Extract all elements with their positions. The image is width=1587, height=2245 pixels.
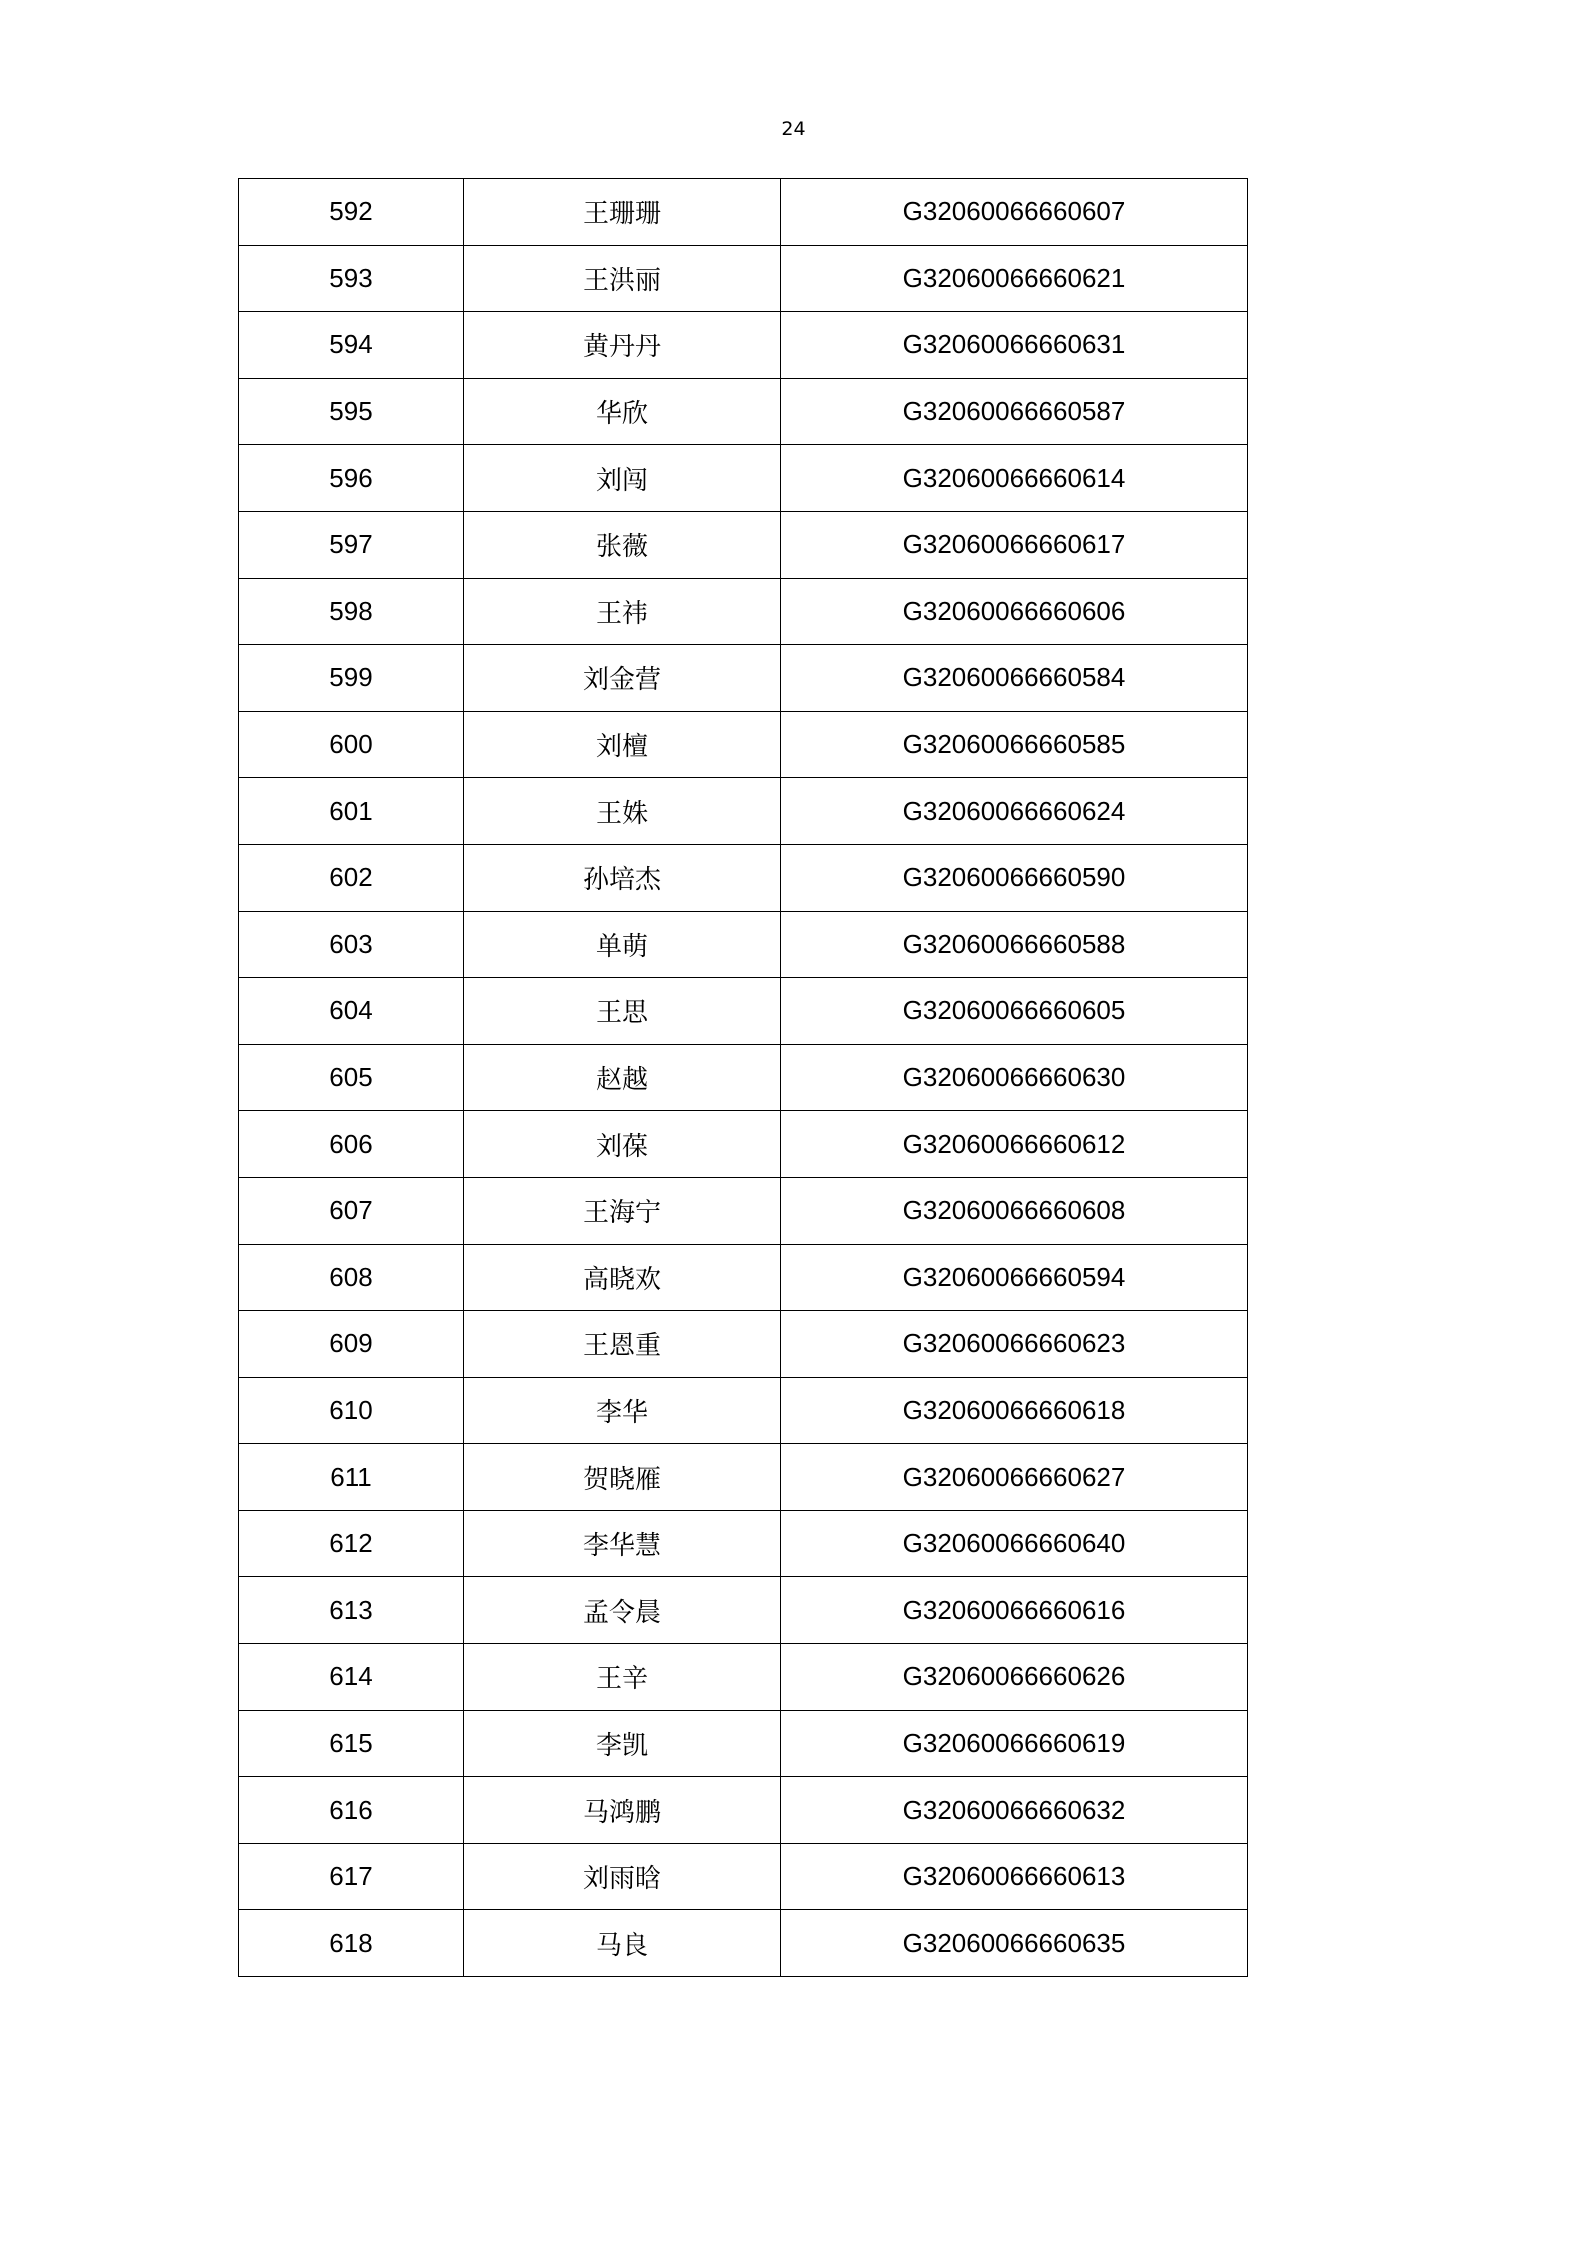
person-name-cell: 王珊珊 <box>464 179 781 246</box>
table-row <box>239 1843 1248 1910</box>
row-index-cell: 603 <box>239 911 464 978</box>
row-index-cell: 614 <box>239 1644 464 1711</box>
person-name-cell: 王洪丽 <box>464 245 781 312</box>
certificate-code-cell: G32060066660635 <box>781 1910 1248 1977</box>
row-index-cell: 604 <box>239 978 464 1045</box>
row-index-cell: 611 <box>239 1444 464 1511</box>
certificate-code-cell: G32060066660621 <box>781 245 1248 312</box>
roster-table-body <box>239 179 1248 1977</box>
certificate-code-cell: G32060066660626 <box>781 1644 1248 1711</box>
row-index-cell: 593 <box>239 245 464 312</box>
table-row <box>239 1377 1248 1444</box>
table-row <box>239 378 1248 445</box>
table-row <box>239 1710 1248 1777</box>
table-row <box>239 1111 1248 1178</box>
table-row <box>239 1244 1248 1311</box>
person-name-cell: 马良 <box>464 1910 781 1977</box>
table-row <box>239 778 1248 845</box>
certificate-code-cell: G32060066660613 <box>781 1843 1248 1910</box>
row-index-cell: 596 <box>239 445 464 512</box>
row-index-cell: 609 <box>239 1311 464 1378</box>
table-row <box>239 1910 1248 1977</box>
certificate-code-cell: G32060066660623 <box>781 1311 1248 1378</box>
row-index-cell: 605 <box>239 1044 464 1111</box>
row-index-cell: 597 <box>239 511 464 578</box>
person-name-cell: 赵越 <box>464 1044 781 1111</box>
certificate-code-cell: G32060066660630 <box>781 1044 1248 1111</box>
table-row <box>239 1510 1248 1577</box>
table-row <box>239 578 1248 645</box>
certificate-code-cell: G32060066660612 <box>781 1111 1248 1178</box>
table-row <box>239 1044 1248 1111</box>
table-row <box>239 179 1248 246</box>
person-name-cell: 刘金营 <box>464 645 781 712</box>
certificate-code-cell: G32060066660585 <box>781 711 1248 778</box>
table-row <box>239 911 1248 978</box>
row-index-cell: 600 <box>239 711 464 778</box>
certificate-code-cell: G32060066660617 <box>781 511 1248 578</box>
row-index-cell: 598 <box>239 578 464 645</box>
table-row <box>239 844 1248 911</box>
certificate-code-cell: G32060066660588 <box>781 911 1248 978</box>
row-index-cell: 615 <box>239 1710 464 1777</box>
table-row <box>239 245 1248 312</box>
table-row <box>239 711 1248 778</box>
row-index-cell: 616 <box>239 1777 464 1844</box>
certificate-code-cell: G32060066660624 <box>781 778 1248 845</box>
person-name-cell: 华欣 <box>464 378 781 445</box>
row-index-cell: 610 <box>239 1377 464 1444</box>
person-name-cell: 王辛 <box>464 1644 781 1711</box>
page-number: 24 <box>781 118 806 140</box>
certificate-code-cell: G32060066660605 <box>781 978 1248 1045</box>
certificate-code-cell: G32060066660632 <box>781 1777 1248 1844</box>
certificate-code-cell: G32060066660618 <box>781 1377 1248 1444</box>
person-name-cell: 王祎 <box>464 578 781 645</box>
row-index-cell: 602 <box>239 844 464 911</box>
row-index-cell: 595 <box>239 378 464 445</box>
person-name-cell: 刘闯 <box>464 445 781 512</box>
person-name-cell: 孙培杰 <box>464 844 781 911</box>
row-index-cell: 607 <box>239 1177 464 1244</box>
certificate-code-cell: G32060066660627 <box>781 1444 1248 1511</box>
person-name-cell: 李凯 <box>464 1710 781 1777</box>
certificate-code-cell: G32060066660590 <box>781 844 1248 911</box>
person-name-cell: 高晓欢 <box>464 1244 781 1311</box>
certificate-code-cell: G32060066660640 <box>781 1510 1248 1577</box>
certificate-code-cell: G32060066660584 <box>781 645 1248 712</box>
row-index-cell: 613 <box>239 1577 464 1644</box>
table-row <box>239 1177 1248 1244</box>
person-name-cell: 贺晓雁 <box>464 1444 781 1511</box>
row-index-cell: 608 <box>239 1244 464 1311</box>
person-name-cell: 黄丹丹 <box>464 312 781 379</box>
certificate-code-cell: G32060066660608 <box>781 1177 1248 1244</box>
certificate-code-cell: G32060066660606 <box>781 578 1248 645</box>
row-index-cell: 617 <box>239 1843 464 1910</box>
certificate-code-cell: G32060066660631 <box>781 312 1248 379</box>
table-row <box>239 511 1248 578</box>
person-name-cell: 刘雨晗 <box>464 1843 781 1910</box>
table-row <box>239 1777 1248 1844</box>
table-row <box>239 1311 1248 1378</box>
row-index-cell: 601 <box>239 778 464 845</box>
table-row <box>239 1644 1248 1711</box>
row-index-cell: 618 <box>239 1910 464 1977</box>
table-row <box>239 645 1248 712</box>
person-name-cell: 张薇 <box>464 511 781 578</box>
row-index-cell: 612 <box>239 1510 464 1577</box>
table-row <box>239 312 1248 379</box>
person-name-cell: 刘檀 <box>464 711 781 778</box>
person-name-cell: 李华慧 <box>464 1510 781 1577</box>
row-index-cell: 594 <box>239 312 464 379</box>
person-name-cell: 李华 <box>464 1377 781 1444</box>
person-name-cell: 王海宁 <box>464 1177 781 1244</box>
certificate-code-cell: G32060066660616 <box>781 1577 1248 1644</box>
table-row <box>239 978 1248 1045</box>
row-index-cell: 592 <box>239 179 464 246</box>
person-name-cell: 马鸿鹏 <box>464 1777 781 1844</box>
person-name-cell: 王思 <box>464 978 781 1045</box>
person-name-cell: 单萌 <box>464 911 781 978</box>
roster-table <box>238 178 1248 1977</box>
person-name-cell: 王恩重 <box>464 1311 781 1378</box>
person-name-cell: 刘葆 <box>464 1111 781 1178</box>
row-index-cell: 599 <box>239 645 464 712</box>
table-row <box>239 1577 1248 1644</box>
certificate-code-cell: G32060066660594 <box>781 1244 1248 1311</box>
table-row <box>239 445 1248 512</box>
table-row <box>239 1444 1248 1511</box>
person-name-cell: 孟令晨 <box>464 1577 781 1644</box>
certificate-code-cell: G32060066660607 <box>781 179 1248 246</box>
row-index-cell: 606 <box>239 1111 464 1178</box>
person-name-cell: 王姝 <box>464 778 781 845</box>
certificate-code-cell: G32060066660614 <box>781 445 1248 512</box>
certificate-code-cell: G32060066660587 <box>781 378 1248 445</box>
certificate-code-cell: G32060066660619 <box>781 1710 1248 1777</box>
